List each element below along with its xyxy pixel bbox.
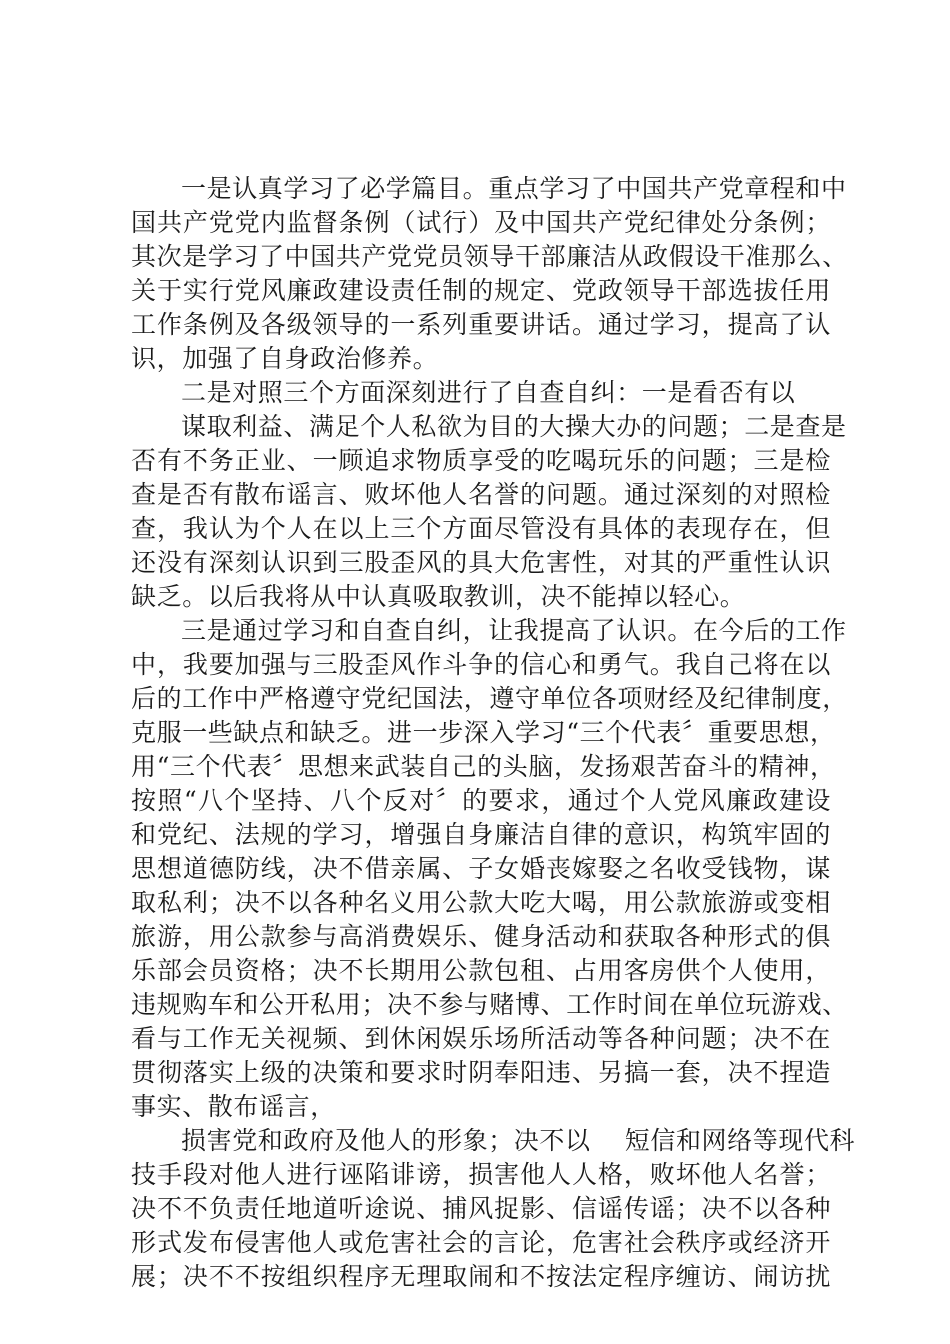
text-line: 形式发布侵害他人或危害社会的言论，危害社会秩序或经济开 — [131, 1228, 831, 1257]
text-line: 二是对照三个方面深刻进行了自查自纠：一是看否有以 — [181, 378, 796, 407]
text-line: 事实、散布谣言， — [131, 1092, 336, 1121]
text-line: 否有不务正业、一顾追求物质享受的吃喝玩乐的问题；三是检 — [131, 446, 831, 475]
text-line: 后的工作中严格遵守党纪国法，遵守单位各项财经及纪律制度， — [131, 684, 848, 713]
text-line: 思想道德防线，决不借亲属、子女婚丧嫁娶之名收受钱物，谋 — [131, 854, 831, 883]
text-line: 查，我认为个人在以上三个方面尽管没有具体的表现存在，但 — [131, 514, 831, 543]
text-line: 中，我要加强与三股歪风作斗争的信心和勇气。我自己将在以 — [131, 650, 831, 679]
text-line: 克服一些缺点和缺乏。进一步深入学习“三个代表〞重要思想， — [131, 718, 836, 747]
text-line: 缺乏。以后我将从中认真吸取教训，决不能掉以轻心。 — [131, 582, 746, 611]
text-line: 旅游，用公款参与高消费娱乐、健身活动和获取各种形式的俱 — [131, 922, 831, 951]
text-line: 工作条例及各级领导的一系列重要讲话。通过学习，提高了认 — [131, 310, 831, 339]
text-line: 其次是学习了中国共产党党员领导干部廉洁从政假设干准那么、 — [131, 242, 848, 271]
text-line: 展；决不不按组织程序无理取闹和不按法定程序缠访、闹访扰 — [131, 1262, 831, 1291]
text-line: 和党纪、法规的学习，增强自身廉洁自律的意识，构筑牢固的 — [131, 820, 831, 849]
text-line: 取私利；决不以各种名义用公款大吃大喝，用公款旅游或变相 — [131, 888, 831, 917]
text-line: 看与工作无关视频、到休闲娱乐场所活动等各种问题；决不在 — [131, 1024, 831, 1053]
text-line: 三是通过学习和自查自纠，让我提高了认识。在今后的工作 — [181, 616, 847, 645]
text-line: 查是否有散布谣言、败坏他人名誉的问题。通过深刻的对照检 — [131, 480, 831, 509]
text-line: 技手段对他人进行诬陷诽谤，损害他人人格，败坏他人名誉； — [131, 1160, 831, 1189]
text-line: 一是认真学习了必学篇目。重点学习了中国共产党章程和中 — [181, 174, 847, 203]
text-line: 用“三个代表〞思想来武装自己的头脑，发扬艰苦奋斗的精神， — [131, 752, 836, 781]
text-line: 损害党和政府及他人的形象；决不以 短信和网络等现代科 — [181, 1126, 856, 1155]
text-line: 关于实行党风廉政建设责任制的规定、党政领导干部选拔任用 — [131, 276, 831, 305]
text-line: 违规购车和公开私用；决不参与赌博、工作时间在单位玩游戏、 — [131, 990, 848, 1019]
body-text — [131, 172, 856, 1294]
text-line: 贯彻落实上级的决策和要求时阴奉阳违、另搞一套，决不捏造 — [131, 1058, 831, 1087]
text-line: 决不不负责任地道听途说、捕风捉影、信谣传谣；决不以各种 — [131, 1194, 831, 1223]
text-line: 谋取利益、满足个人私欲为目的大操大办的问题；二是查是 — [181, 412, 847, 441]
text-line: 识，加强了自身政治修养。 — [131, 344, 439, 373]
text-line: 乐部会员资格；决不长期用公款包租、占用客房供个人使用， — [131, 956, 831, 985]
text-line: 还没有深刻认识到三股歪风的具大危害性，对其的严重性认识 — [131, 548, 831, 577]
text-line: 按照“八个坚持、八个反对〞的要求，通过个人党风廉政建设 — [131, 786, 831, 815]
text-line: 国共产党党内监督条例（试行）及中国共产党纪律处分条例； — [131, 208, 831, 237]
